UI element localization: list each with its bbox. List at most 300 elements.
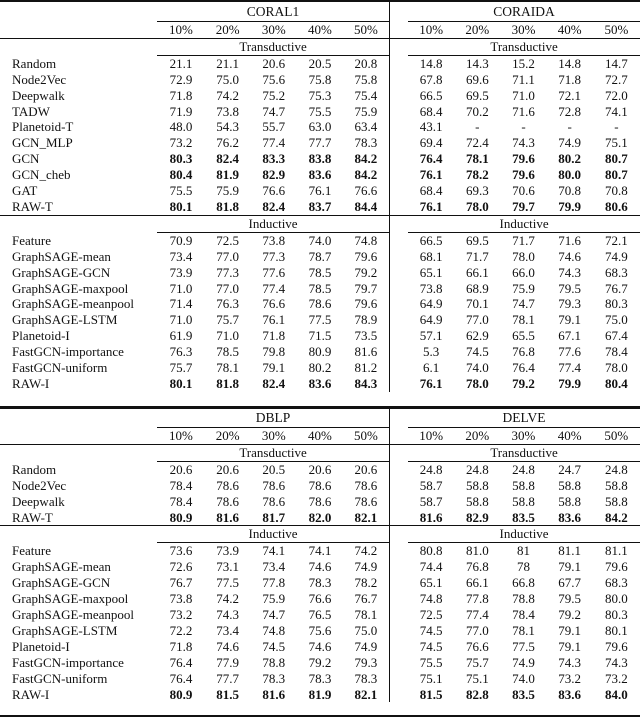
score-cell-right: 14.7 bbox=[604, 55, 628, 71]
score-cell-left: 80.1 bbox=[157, 199, 204, 215]
score-cell-left: 76.6 bbox=[354, 183, 378, 199]
score-cell-right: 81 bbox=[516, 543, 530, 559]
section-name-right: Inductive bbox=[408, 215, 640, 232]
score-cell-left: 75.0 bbox=[216, 71, 239, 87]
score-cell-left: 71.4 bbox=[169, 296, 193, 312]
score-cell-left: 80.3 bbox=[169, 151, 193, 167]
score-cell-right: 80.0 bbox=[558, 167, 582, 183]
score-cell-right: 78.1 bbox=[465, 151, 489, 167]
score-cell-left: 84.2 bbox=[354, 167, 378, 183]
score-cell-left: 63.4 bbox=[354, 119, 378, 135]
score-cell-right: 24.7 bbox=[558, 461, 581, 477]
score-cell-left: 75.8 bbox=[308, 71, 332, 87]
score-cell-right: 76.6 bbox=[465, 638, 489, 654]
score-cell-right: 79.1 bbox=[558, 622, 581, 638]
score-cell-left: 78.5 bbox=[308, 280, 332, 296]
score-cell-right: 78.0 bbox=[604, 360, 628, 376]
score-cell-left: 74.5 bbox=[262, 638, 286, 654]
section-header-row bbox=[0, 526, 640, 543]
score-cell-right: 69.5 bbox=[465, 232, 489, 248]
method-label: Random bbox=[12, 55, 57, 71]
score-cell-left: 73.8 bbox=[216, 103, 239, 119]
score-cell-left: 79.8 bbox=[262, 344, 286, 360]
section-name-right: Inductive bbox=[408, 526, 640, 543]
score-cell-left: 76.5 bbox=[308, 606, 332, 622]
method-row bbox=[0, 135, 640, 151]
score-cell-left: 74.8 bbox=[354, 232, 378, 248]
column-divider bbox=[389, 281, 408, 297]
score-cell-left: 79.2 bbox=[308, 654, 332, 670]
score-cell-left: 74.7 bbox=[262, 103, 286, 119]
dataset-name-right: DELVE bbox=[408, 408, 640, 428]
score-cell-left: 79.6 bbox=[354, 296, 378, 312]
method-label: GCN_cheb bbox=[12, 167, 71, 183]
method-label: FastGCN-uniform bbox=[12, 360, 108, 376]
score-cell-left: 74.9 bbox=[354, 559, 378, 575]
score-cell-left: 80.9 bbox=[308, 344, 332, 360]
score-cell-left: 75.0 bbox=[354, 622, 378, 638]
score-cell-right: 73.2 bbox=[558, 670, 581, 686]
score-cell-right: 68.3 bbox=[604, 575, 628, 591]
column-divider bbox=[389, 88, 408, 104]
score-cell-right: 83.5 bbox=[512, 686, 535, 702]
score-cell-left: 61.9 bbox=[169, 328, 193, 344]
score-cell-left: 76.2 bbox=[216, 135, 239, 151]
score-cell-left: 77.5 bbox=[216, 575, 240, 591]
column-divider bbox=[389, 494, 408, 510]
score-cell-right: 68.3 bbox=[604, 264, 628, 280]
score-cell-right: 81.1 bbox=[604, 543, 628, 559]
blank-cell bbox=[0, 215, 157, 232]
score-cell-left: 73.8 bbox=[169, 591, 193, 607]
score-cell-right: 66.1 bbox=[465, 575, 489, 591]
score-cell-left: 76.6 bbox=[308, 591, 332, 607]
score-cell-right: 79.5 bbox=[558, 591, 581, 607]
method-label: Feature bbox=[12, 232, 51, 248]
results-table-top bbox=[0, 2, 640, 392]
score-cell-right: 70.1 bbox=[465, 296, 489, 312]
score-cell-right: 74.3 bbox=[558, 264, 582, 280]
score-cell-right: 72.7 bbox=[604, 71, 628, 87]
score-cell-right: 69.4 bbox=[419, 135, 443, 151]
score-cell-right: 76.4 bbox=[512, 360, 535, 376]
column-divider bbox=[389, 72, 408, 88]
section-header-row bbox=[0, 215, 640, 232]
method-row bbox=[0, 281, 640, 297]
score-cell-left: 80.2 bbox=[308, 360, 332, 376]
score-cell-left: 72.2 bbox=[169, 622, 193, 638]
score-cell-right: 43.1 bbox=[419, 119, 443, 135]
score-cell-left: 74.3 bbox=[216, 606, 240, 622]
score-cell-left: 20.8 bbox=[354, 55, 378, 71]
score-cell-right: 83.6 bbox=[547, 510, 593, 526]
score-cell-right: 74.9 bbox=[512, 654, 535, 670]
score-cell-left: 81.2 bbox=[354, 360, 378, 376]
percent-header-left: 10% bbox=[157, 428, 204, 445]
score-cell-left: 78.3 bbox=[262, 670, 286, 686]
score-cell-right: 78.0 bbox=[454, 199, 500, 215]
score-cell-right: - bbox=[567, 119, 572, 135]
score-cell-left: 73.2 bbox=[169, 135, 193, 151]
score-cell-right: 78.1 bbox=[512, 312, 535, 328]
score-cell-left: 71.9 bbox=[169, 103, 193, 119]
results-table-bottom bbox=[0, 408, 640, 702]
column-divider bbox=[389, 312, 408, 328]
score-cell-right: 73.8 bbox=[419, 280, 443, 296]
score-cell-left: 75.7 bbox=[169, 360, 193, 376]
score-cell-right: 74.8 bbox=[419, 591, 443, 607]
score-cell-left: 63.0 bbox=[308, 119, 332, 135]
section-header-row bbox=[0, 38, 640, 55]
column-divider bbox=[389, 623, 408, 639]
score-cell-left: 75.9 bbox=[354, 103, 378, 119]
score-cell-right: 77.0 bbox=[465, 622, 489, 638]
method-label: FastGCN-importance bbox=[12, 654, 124, 670]
column-divider bbox=[389, 461, 408, 477]
score-cell-right: 80.1 bbox=[604, 622, 628, 638]
score-cell-right: 79.2 bbox=[512, 375, 535, 391]
method-row bbox=[0, 199, 640, 215]
score-cell-right: 74.7 bbox=[512, 296, 535, 312]
score-cell-right: 76.8 bbox=[465, 559, 489, 575]
score-cell-left: 79.3 bbox=[354, 654, 378, 670]
score-cell-right: - bbox=[521, 119, 526, 135]
score-cell-right: 70.6 bbox=[512, 183, 535, 199]
score-cell-right: 68.4 bbox=[419, 183, 443, 199]
dataset-name-left: CORAL1 bbox=[157, 2, 389, 22]
score-cell-left: 81.5 bbox=[216, 686, 240, 702]
column-divider bbox=[389, 526, 408, 543]
column-divider bbox=[389, 639, 408, 655]
column-divider bbox=[389, 360, 408, 376]
method-label: Node2Vec bbox=[12, 71, 67, 87]
column-divider bbox=[389, 199, 408, 215]
column-divider bbox=[389, 478, 408, 494]
score-cell-right: 70.8 bbox=[558, 183, 582, 199]
blank-cell bbox=[0, 428, 157, 445]
score-cell-right: 78 bbox=[516, 559, 530, 575]
score-cell-left: 75.7 bbox=[216, 312, 239, 328]
column-divider bbox=[389, 575, 408, 591]
score-cell-left: 81.7 bbox=[251, 510, 297, 526]
score-cell-left: 73.4 bbox=[169, 248, 193, 264]
column-divider bbox=[389, 655, 408, 671]
column-divider bbox=[389, 376, 408, 392]
method-label: Planetoid-T bbox=[12, 119, 74, 135]
score-cell-right: 70.2 bbox=[465, 103, 489, 119]
column-divider bbox=[389, 55, 408, 71]
score-cell-left: 81.6 bbox=[262, 686, 286, 702]
score-cell-left: 81.6 bbox=[205, 510, 251, 526]
score-cell-left: 73.2 bbox=[169, 606, 193, 622]
method-label: GraphSAGE-LSTM bbox=[12, 622, 118, 638]
score-cell-left: 80.9 bbox=[157, 510, 204, 526]
score-cell-right: 71.6 bbox=[558, 232, 582, 248]
score-cell-left: 71.0 bbox=[216, 328, 239, 344]
percent-header-left: 50% bbox=[343, 22, 389, 39]
score-cell-left: 78.6 bbox=[216, 493, 240, 509]
score-cell-right: 66.5 bbox=[419, 87, 443, 103]
score-cell-left: 74.7 bbox=[262, 606, 286, 622]
method-row bbox=[0, 559, 640, 575]
method-label: GraphSAGE-LSTM bbox=[12, 312, 118, 328]
score-cell-right: 74.9 bbox=[604, 248, 628, 264]
method-label: GraphSAGE-GCN bbox=[12, 575, 111, 591]
score-cell-left: 76.4 bbox=[169, 670, 193, 686]
score-cell-left: 76.3 bbox=[216, 296, 239, 312]
score-cell-right: 78.0 bbox=[465, 375, 489, 391]
score-cell-left: 71.8 bbox=[262, 328, 286, 344]
score-cell-left: 82.4 bbox=[251, 199, 297, 215]
score-cell-right: 81.1 bbox=[558, 543, 581, 559]
method-label: GraphSAGE-meanpool bbox=[12, 296, 135, 312]
score-cell-right: 58.8 bbox=[512, 493, 535, 509]
method-label: RAW-I bbox=[12, 375, 50, 391]
score-cell-right: 58.8 bbox=[558, 477, 581, 493]
score-cell-right: 74.4 bbox=[419, 559, 443, 575]
score-cell-right: 80.0 bbox=[604, 591, 628, 607]
method-row bbox=[0, 360, 640, 376]
score-cell-right: 76.8 bbox=[512, 344, 535, 360]
method-label: GCN bbox=[12, 151, 40, 167]
score-cell-right: 64.9 bbox=[419, 312, 443, 328]
score-cell-right: 79.9 bbox=[547, 199, 593, 215]
percent-header-left: 30% bbox=[251, 428, 297, 445]
score-cell-right: 78.0 bbox=[512, 248, 535, 264]
score-cell-left: 75.3 bbox=[308, 87, 332, 103]
score-cell-right: 75.7 bbox=[465, 654, 489, 670]
score-cell-left: 75.9 bbox=[216, 183, 239, 199]
column-divider bbox=[389, 344, 408, 360]
percent-header-right: 30% bbox=[500, 22, 546, 39]
score-cell-right: 71.7 bbox=[512, 232, 535, 248]
percent-header-right: 10% bbox=[408, 22, 454, 39]
score-cell-right: 71.7 bbox=[465, 248, 489, 264]
score-cell-left: 75.5 bbox=[308, 103, 332, 119]
score-cell-left: 73.6 bbox=[169, 543, 193, 559]
score-cell-left: 55.7 bbox=[262, 119, 286, 135]
column-divider bbox=[389, 559, 408, 575]
score-cell-left: 77.4 bbox=[262, 280, 286, 296]
method-row bbox=[0, 639, 640, 655]
score-cell-left: 77.0 bbox=[216, 280, 239, 296]
score-cell-right: 58.8 bbox=[465, 477, 489, 493]
score-cell-right: - bbox=[475, 119, 480, 135]
section-name-left: Inductive bbox=[157, 215, 389, 232]
score-cell-left: 78.6 bbox=[308, 477, 332, 493]
method-row bbox=[0, 376, 640, 392]
percent-header-right: 40% bbox=[547, 428, 593, 445]
score-cell-right: 78.4 bbox=[512, 606, 535, 622]
score-cell-left: 20.5 bbox=[262, 461, 286, 477]
column-divider bbox=[389, 119, 408, 135]
column-divider bbox=[389, 38, 408, 55]
dataset-header-row bbox=[0, 2, 640, 22]
column-divider bbox=[389, 22, 408, 39]
dataset-name-right: CORAIDA bbox=[408, 2, 640, 22]
method-label: FastGCN-importance bbox=[12, 344, 124, 360]
score-cell-left: 20.6 bbox=[169, 461, 193, 477]
method-label: Planetoid-I bbox=[12, 328, 70, 344]
score-cell-left: 21.1 bbox=[216, 55, 239, 71]
score-cell-left: 20.6 bbox=[354, 461, 378, 477]
method-label: Deepwalk bbox=[12, 87, 65, 103]
score-cell-left: 78.6 bbox=[308, 296, 332, 312]
score-cell-right: 66.8 bbox=[512, 575, 535, 591]
score-cell-right: 15.2 bbox=[512, 55, 535, 71]
score-cell-right: 76.1 bbox=[408, 199, 454, 215]
score-cell-right: 82.8 bbox=[465, 686, 489, 702]
score-cell-left: 77.4 bbox=[262, 135, 286, 151]
score-cell-left: 77.0 bbox=[216, 248, 239, 264]
column-divider bbox=[389, 296, 408, 312]
score-cell-left: 74.6 bbox=[308, 559, 332, 575]
method-label: GAT bbox=[12, 183, 38, 199]
score-cell-right: 74.5 bbox=[465, 344, 489, 360]
score-cell-right: 68.4 bbox=[419, 103, 443, 119]
percent-header-right: 10% bbox=[408, 428, 454, 445]
method-label: Node2Vec bbox=[12, 477, 67, 493]
bottom-results-block bbox=[0, 406, 640, 717]
score-cell-right: 68.9 bbox=[465, 280, 489, 296]
score-cell-right: 80.4 bbox=[604, 375, 628, 391]
score-cell-left: 76.6 bbox=[262, 183, 286, 199]
score-cell-right: 82.9 bbox=[454, 510, 500, 526]
blank-cell bbox=[0, 38, 157, 55]
score-cell-right: 79.7 bbox=[500, 199, 546, 215]
score-cell-left: 74.1 bbox=[262, 543, 286, 559]
score-cell-left: 83.3 bbox=[262, 151, 286, 167]
dataset-header-row bbox=[0, 408, 640, 428]
method-row bbox=[0, 232, 640, 248]
method-row bbox=[0, 461, 640, 477]
column-divider bbox=[389, 687, 408, 703]
blank-cell bbox=[0, 2, 157, 22]
score-cell-right: 80.3 bbox=[604, 606, 628, 622]
score-cell-right: 66.1 bbox=[465, 264, 489, 280]
score-cell-right: 79.1 bbox=[558, 559, 581, 575]
method-label: GraphSAGE-maxpool bbox=[12, 280, 129, 296]
score-cell-right: 74.6 bbox=[558, 248, 582, 264]
score-cell-left: 72.5 bbox=[216, 232, 239, 248]
method-row bbox=[0, 671, 640, 687]
score-cell-left: 74.1 bbox=[308, 543, 332, 559]
score-cell-right: 74.9 bbox=[558, 135, 582, 151]
method-label: GraphSAGE-meanpool bbox=[12, 606, 135, 622]
score-cell-right: 80.7 bbox=[604, 167, 628, 183]
score-cell-right: 71.0 bbox=[512, 87, 535, 103]
score-cell-left: 74.9 bbox=[354, 638, 378, 654]
score-cell-left: 71.0 bbox=[169, 312, 193, 328]
score-cell-left: 83.6 bbox=[308, 375, 332, 391]
score-cell-left: 76.6 bbox=[262, 296, 286, 312]
score-cell-left: 71.0 bbox=[169, 280, 193, 296]
score-cell-right: 83.6 bbox=[558, 686, 581, 702]
score-cell-right: 58.8 bbox=[604, 493, 628, 509]
score-cell-right: 14.8 bbox=[558, 55, 582, 71]
score-cell-right: 74.0 bbox=[465, 360, 489, 376]
percent-header-left: 20% bbox=[205, 428, 251, 445]
score-cell-right: 14.8 bbox=[419, 55, 443, 71]
method-row bbox=[0, 119, 640, 135]
score-cell-left: 73.1 bbox=[216, 559, 240, 575]
score-cell-left: 48.0 bbox=[169, 119, 193, 135]
method-label: GraphSAGE-mean bbox=[12, 559, 111, 575]
score-cell-left: 76.7 bbox=[169, 575, 193, 591]
method-row bbox=[0, 88, 640, 104]
score-cell-right: 79.1 bbox=[558, 312, 582, 328]
blank-cell bbox=[0, 444, 157, 461]
score-cell-left: 78.6 bbox=[216, 477, 240, 493]
score-cell-right: 79.5 bbox=[558, 280, 582, 296]
score-cell-left: 76.1 bbox=[262, 312, 286, 328]
percent-header-right: 50% bbox=[593, 428, 640, 445]
score-cell-left: 78.2 bbox=[354, 575, 378, 591]
score-cell-right: 81.0 bbox=[465, 543, 489, 559]
percent-header-left: 20% bbox=[205, 22, 251, 39]
score-cell-left: 77.7 bbox=[216, 670, 240, 686]
score-cell-left: 78.7 bbox=[308, 248, 332, 264]
score-cell-left: 78.8 bbox=[262, 654, 286, 670]
score-cell-right: 74.3 bbox=[558, 654, 581, 670]
score-cell-right: 24.8 bbox=[419, 461, 443, 477]
score-cell-right: 72.1 bbox=[604, 232, 628, 248]
score-cell-left: 77.8 bbox=[262, 575, 286, 591]
score-cell-left: 81.9 bbox=[216, 167, 239, 183]
score-cell-left: 84.3 bbox=[354, 375, 378, 391]
score-cell-left: 82.4 bbox=[216, 151, 239, 167]
method-label: Planetoid-I bbox=[12, 638, 70, 654]
percent-header-left: 50% bbox=[343, 428, 389, 445]
score-cell-right: 24.8 bbox=[465, 461, 489, 477]
score-cell-right: 80.8 bbox=[419, 543, 443, 559]
method-row bbox=[0, 167, 640, 183]
score-cell-left: 76.1 bbox=[308, 183, 332, 199]
score-cell-left: 73.9 bbox=[169, 264, 193, 280]
score-cell-left: 21.1 bbox=[169, 55, 193, 71]
score-cell-right: 74.5 bbox=[419, 638, 443, 654]
score-cell-right: 79.6 bbox=[604, 559, 628, 575]
score-cell-left: 78.1 bbox=[354, 606, 378, 622]
blank-cell bbox=[0, 526, 157, 543]
blank-cell bbox=[0, 22, 157, 39]
score-cell-right: 68.1 bbox=[419, 248, 443, 264]
score-cell-right: 67.7 bbox=[558, 575, 581, 591]
score-cell-left: 78.6 bbox=[354, 493, 378, 509]
dataset-name-left: DBLP bbox=[157, 408, 389, 428]
section-header-row bbox=[0, 444, 640, 461]
score-cell-left: 73.8 bbox=[262, 232, 286, 248]
method-row bbox=[0, 296, 640, 312]
column-divider bbox=[389, 328, 408, 344]
score-cell-left: 83.8 bbox=[308, 151, 332, 167]
score-cell-left: 82.9 bbox=[262, 167, 286, 183]
column-divider bbox=[389, 591, 408, 607]
score-cell-left: 54.3 bbox=[216, 119, 239, 135]
score-cell-left: 74.8 bbox=[262, 622, 286, 638]
score-cell-right: 75.1 bbox=[465, 670, 489, 686]
score-cell-left: 73.9 bbox=[216, 543, 240, 559]
method-row bbox=[0, 151, 640, 167]
score-cell-left: 77.3 bbox=[216, 264, 239, 280]
method-label: RAW-T bbox=[0, 199, 157, 215]
method-row bbox=[0, 55, 640, 71]
score-cell-right: 79.6 bbox=[604, 638, 628, 654]
score-cell-right: 78.4 bbox=[604, 344, 628, 360]
percent-header-right: 40% bbox=[547, 22, 593, 39]
score-cell-left: 78.4 bbox=[169, 493, 193, 509]
score-cell-right: 72.1 bbox=[558, 87, 582, 103]
